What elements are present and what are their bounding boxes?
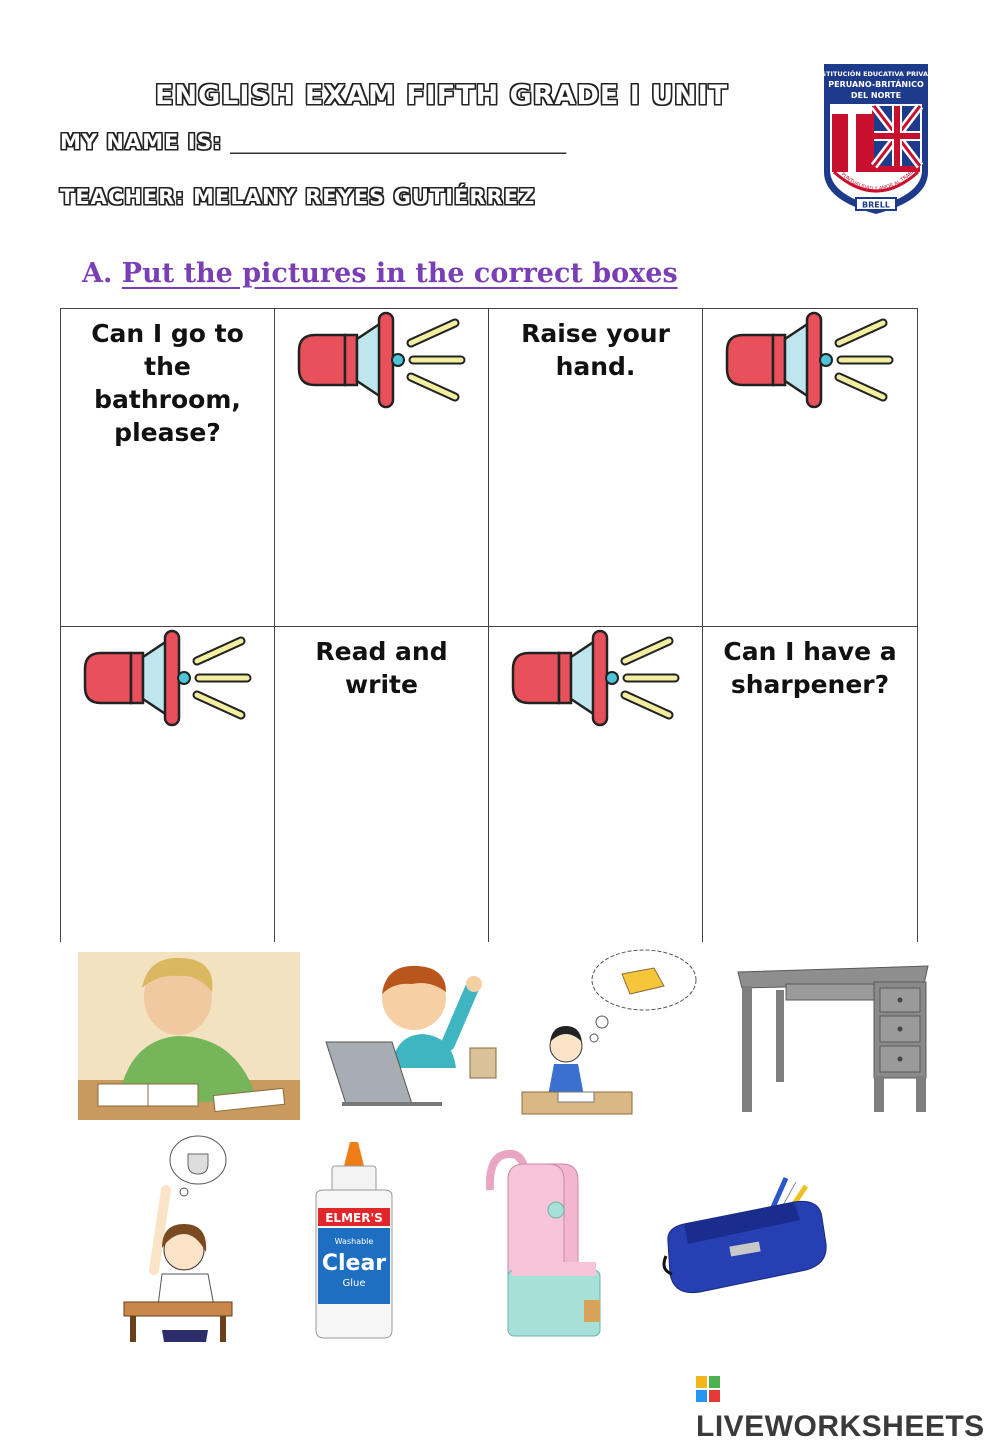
- drop-box-3[interactable]: [488, 308, 702, 626]
- picture-girl-raising-hand-bathroom[interactable]: [122, 1130, 236, 1346]
- picture-pencil-case[interactable]: [660, 1174, 830, 1300]
- teacher-name: TEACHER: MELANY REYES GUTIÉRREZ: [60, 185, 536, 209]
- picture-girl-thinking-sharpener[interactable]: [518, 946, 700, 1122]
- picture-backpack[interactable]: [468, 1150, 618, 1344]
- drop-box-5[interactable]: [60, 626, 274, 942]
- crest-line3: DEL NORTE: [850, 91, 902, 100]
- liveworksheets-logo[interactable]: [696, 1375, 1000, 1444]
- speaker-icon[interactable]: [81, 627, 261, 727]
- name-blank-line[interactable]: ________________________________: [230, 130, 567, 154]
- picture-boy-reading-writing[interactable]: [78, 952, 300, 1124]
- picture-grey-desk[interactable]: [734, 962, 932, 1116]
- crest-line2: PERUANO-BRITÁNICO: [828, 80, 924, 89]
- crest-motto: PUNTUALIDAD Y AMOR AL TRABA: [839, 168, 917, 193]
- glue-sub: Washable: [334, 1237, 374, 1246]
- crest-line1: INSTITUCIÓN EDUCATIVA PRIVADA: [818, 70, 934, 78]
- instruction-text: Put the pictures in the correct boxes: [121, 258, 678, 289]
- name-field-row: [60, 130, 566, 154]
- drop-box-7[interactable]: [488, 626, 702, 942]
- box-label: Can I have a sharpener?: [723, 637, 897, 699]
- speaker-icon[interactable]: [723, 309, 903, 409]
- exercise-letter: A.: [82, 258, 113, 289]
- name-label: MY NAME IS:: [60, 130, 223, 154]
- box-label: Raise your hand.: [521, 319, 670, 381]
- school-crest-logo: [818, 60, 934, 222]
- drop-box-2[interactable]: [274, 308, 488, 626]
- picture-glue-bottle[interactable]: [306, 1140, 402, 1344]
- speaker-icon[interactable]: [509, 627, 689, 727]
- glue-word: Clear: [321, 1251, 387, 1276]
- exam-title: ENGLISH EXAM FIFTH GRADE I UNIT: [155, 80, 729, 111]
- glue-brand: ELMER'S: [325, 1211, 383, 1225]
- liveworksheets-icon: [696, 1376, 720, 1410]
- drop-box-6[interactable]: [274, 626, 488, 942]
- crest-banner-text: BRELL: [862, 200, 890, 210]
- box-label: Read and write: [315, 637, 448, 699]
- drop-box-8[interactable]: [702, 626, 918, 942]
- drop-box-1[interactable]: [60, 308, 274, 626]
- drop-box-4[interactable]: [702, 308, 918, 626]
- answer-grid: [60, 308, 918, 942]
- picture-boy-raising-hand-laptop[interactable]: [322, 958, 502, 1112]
- glue-type: Glue: [342, 1278, 366, 1289]
- speaker-icon[interactable]: [295, 309, 475, 409]
- liveworksheets-text: LIVEWORKSHEETS: [696, 1410, 985, 1444]
- exercise-instruction: [82, 258, 678, 289]
- box-label: Can I go to the bathroom, please?: [91, 319, 244, 447]
